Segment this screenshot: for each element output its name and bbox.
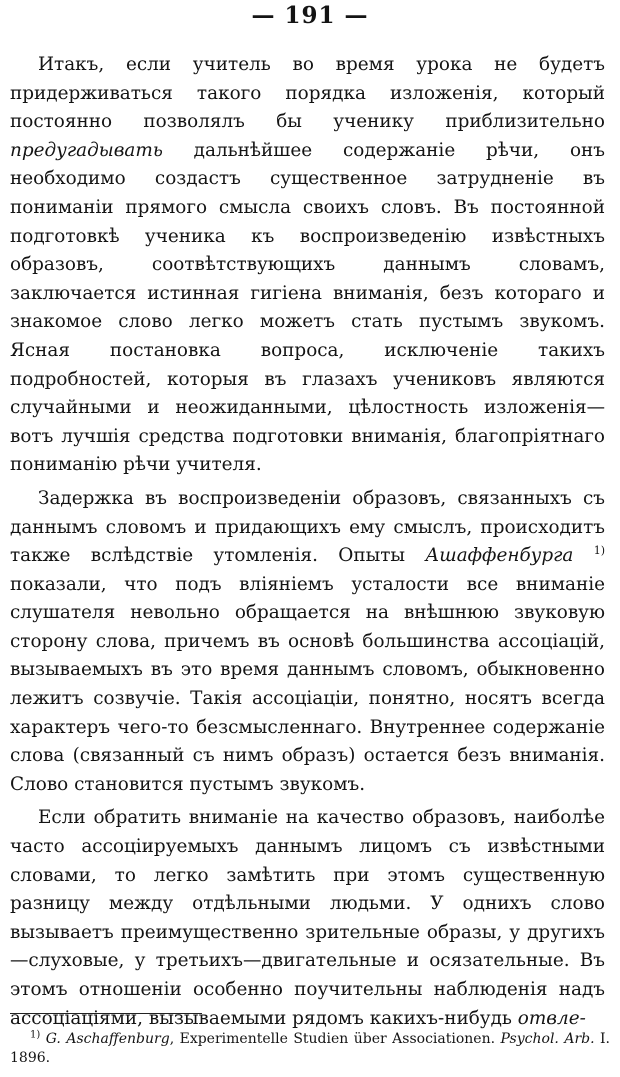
emphasis-author-name: Ашаффенбурга [425, 545, 574, 567]
body-text [10, 51, 605, 1033]
page-number: — 191 — [251, 2, 369, 29]
paragraph-3-text-a: Если обратить вниманіе на качество образовъ, наиболѣе часто ассоціируемыхъ даннымъ лицомъ съ извѣстными словами, то легко замѣтить при этомъ существенную разницу между отдѣльными людьми. У однихъ слово вызываетъ преимущественно зрительные образы, у другихъ—слуховые, у третьихъ—двигательные и осязательные. Въ этомъ отношеніи особенно поучительны наблюденія надъ ассоціаціями, вызываемыми рядомъ какихъ-нибудь [10, 807, 605, 1029]
paragraph-3 [10, 804, 605, 1033]
paragraph-1-text-a: Итакъ, если учитель во время урока не будетъ придерживаться такого порядка изложенія, который постоянно позволялъ бы ученику приблизительно [10, 54, 605, 133]
paragraph-1 [10, 51, 605, 480]
paragraph-1-text-b: дальнѣйшее содержаніе рѣчи, онъ необходимо создастъ существенное затрудненіе въ пониманіи прямого смысла своихъ словъ. Въ постоянной подготовкѣ ученика къ воспроизведенію извѣстныхъ образовъ, соотвѣтствующихъ даннымъ словамъ, заключается истинная гигіена вниманія, безъ котораго и знакомое слово легко можетъ стать пустымъ звукомъ. Ясная постановка вопроса, исключеніе такихъ подробностей, которыя въ глазахъ учениковъ являются случайными и неожиданными, цѣлостность изложенія—вотъ лучшія средства подготовки вниманія, благопріятнаго пониманію рѣчи учителя. [10, 139, 605, 476]
paragraph-2-text-b: показали, что подъ вліяніемъ усталости все вниманіе слушателя невольно обращается на внѣшнюю звуковую сторону слова, причемъ въ основѣ большинства ассоціацій, вызываемыхъ въ это время даннымъ словомъ, обыкновенно лежитъ созвучіе. Такія ассоціаціи, понятно, носятъ всегда характеръ чего-то безсмысленнаго. Внутреннее содержаніе слова (связанный съ нимъ образъ) остается безъ вниманія. Слово становится пустымъ звукомъ. [10, 573, 605, 795]
footnote [10, 1030, 610, 1068]
footnote-author: G. Aschaffenburg [45, 1031, 170, 1047]
footnote-journal: Psychol. Arb. [500, 1031, 595, 1047]
footnote-volume-year: I. 1896. [10, 1031, 610, 1066]
footnote-mark: 1) [30, 1029, 41, 1041]
footnote-divider [10, 1013, 202, 1014]
paragraph-2 [10, 485, 605, 800]
footnote-title: , Experimentelle Studien über Associationen. [169, 1031, 501, 1047]
footnote-reference[interactable]: 1) [593, 543, 605, 557]
emphasis-hyphenated-word: отвле- [517, 1007, 586, 1029]
paragraph-2-text-a: Задержка въ воспроизведеніи образовъ, связанныхъ съ даннымъ словомъ и придающихъ ему смыслъ, происходитъ также вслѣдствіе утомленія. Опыты [10, 487, 605, 567]
emphasis-predict: предугадывать [10, 139, 163, 161]
